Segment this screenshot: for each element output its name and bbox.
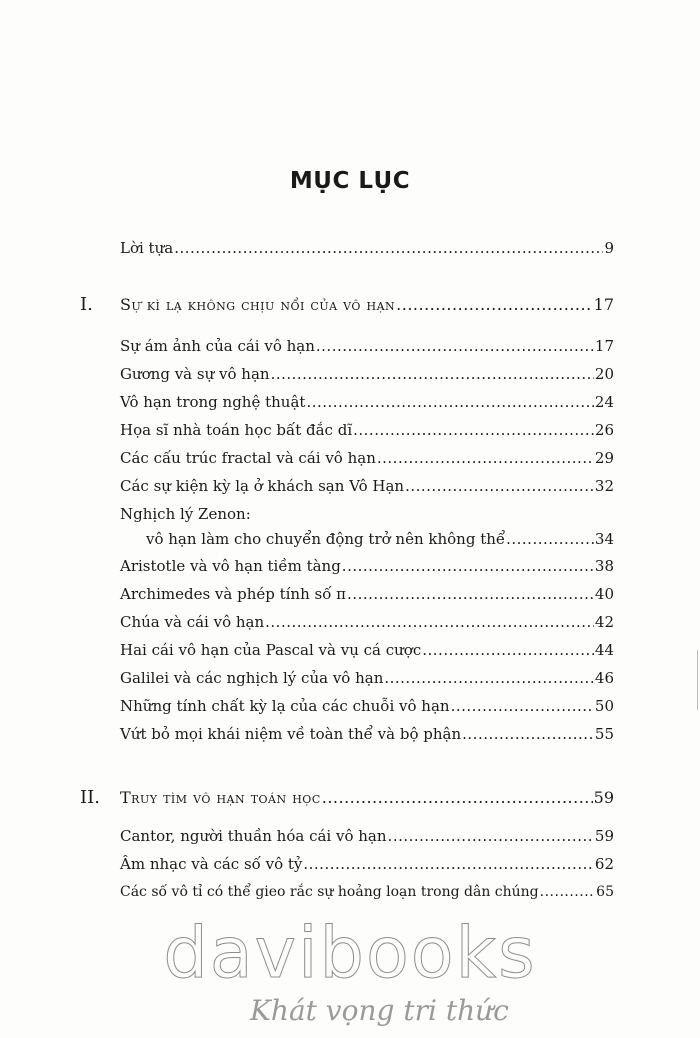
- toc-entry-label: Archimedes và phép tính số π: [120, 585, 347, 603]
- toc-entry-preface: [120, 238, 614, 258]
- toc-entry-page: 55: [594, 725, 614, 743]
- toc-entry-page: 17: [594, 337, 614, 355]
- dot-leader: [506, 529, 594, 549]
- toc-entry-label: Vô hạn trong nghệ thuật: [120, 393, 306, 411]
- toc-entry-page: 50: [594, 697, 614, 715]
- dot-leader: [396, 295, 592, 315]
- toc-entry-label: Các số vô tỉ có thể gieo rắc sự hoảng loạn trong dân chúng: [120, 884, 539, 900]
- dot-leader: [540, 882, 596, 902]
- toc-entry-page: 42: [594, 613, 614, 631]
- toc-entry: [120, 640, 614, 660]
- watermark-tagline: Khát vọng tri thức: [250, 994, 509, 1027]
- toc-entry-label: Họa sĩ nhà toán học bất đắc dĩ: [120, 421, 353, 439]
- toc-entry-label-line1: Nghịch lý Zenon:: [120, 505, 251, 523]
- chapter-title: Sự kì lạ không chịu nổi của vô hạn: [120, 295, 396, 314]
- toc-entry-page: 59: [594, 827, 614, 845]
- toc-entry: [120, 420, 614, 440]
- toc-entry: [120, 668, 614, 688]
- dot-leader: [384, 668, 594, 688]
- chapter-page: 17: [593, 295, 614, 314]
- dot-leader: [174, 238, 603, 258]
- toc-entry-label: Galilei và các nghịch lý của vô hạn: [120, 669, 384, 687]
- toc-entry-label: Các cấu trúc fractal và cái vô hạn: [120, 449, 376, 467]
- toc-entry-page: 62: [594, 855, 614, 873]
- toc-entry-label: Gương và sự vô hạn: [120, 365, 270, 383]
- toc-entry: [120, 392, 614, 412]
- toc-entry: [120, 724, 614, 744]
- toc-entry: [120, 448, 614, 468]
- toc-entry: [120, 854, 614, 874]
- dot-leader: [271, 364, 594, 384]
- chapter-1-numeral: I.: [80, 294, 93, 315]
- toc-entry-label: Các sự kiện kỳ lạ ở khách sạn Vô Hạn: [120, 477, 405, 495]
- dot-leader: [342, 556, 594, 576]
- toc-entry-page: 26: [594, 421, 614, 439]
- toc-entry-page: 34: [594, 530, 614, 548]
- dot-leader: [405, 476, 594, 496]
- chapter-page: 59: [593, 788, 614, 807]
- toc-entry-page: 29: [594, 449, 614, 467]
- dot-leader: [462, 724, 594, 744]
- dot-leader: [377, 448, 594, 468]
- toc-entry-label: Sự ám ảnh của cái vô hạn: [120, 337, 315, 355]
- dot-leader: [451, 696, 594, 716]
- toc-entry-label: Lời tựa: [120, 239, 174, 257]
- toc-entry-page: 46: [594, 669, 614, 687]
- dot-leader: [306, 392, 593, 412]
- toc-entry-page: 9: [604, 239, 614, 257]
- toc-entry-page: 44: [594, 641, 614, 659]
- dot-leader: [316, 336, 594, 356]
- toc-entry: [120, 882, 614, 902]
- dot-leader: [322, 788, 593, 808]
- toc-entry: [120, 476, 614, 496]
- page-title: MỤC LỤC: [289, 168, 411, 194]
- toc-entry: [120, 584, 614, 604]
- toc-entry-page: 20: [594, 365, 614, 383]
- toc-entry: [120, 336, 614, 356]
- toc-entry: [120, 556, 614, 576]
- toc-entry-label: Hai cái vô hạn của Pascal và vụ cá cược: [120, 641, 422, 659]
- toc-entry-label: Những tính chất kỳ lạ của các chuỗi vô hạn: [120, 697, 450, 715]
- chapter-2-heading: [120, 788, 614, 808]
- toc-entry-page: 38: [594, 557, 614, 575]
- toc-entry-label: Aristotle và vô hạn tiềm tàng: [120, 557, 341, 575]
- toc-entry-label: Vứt bỏ mọi khái niệm về toàn thể và bộ phận: [120, 725, 462, 743]
- toc-entry: [120, 696, 614, 716]
- toc-entry-label: Âm nhạc và các số vô tỷ: [120, 855, 303, 873]
- dot-leader: [422, 640, 594, 660]
- toc-entry-label: vô hạn làm cho chuyển động trở nên không thể: [146, 530, 506, 548]
- toc-entry: [120, 826, 614, 846]
- dot-leader: [347, 584, 594, 604]
- dot-leader: [353, 420, 594, 440]
- toc-entry-page: 24: [594, 393, 614, 411]
- watermark-logo: davibooks: [163, 912, 537, 994]
- toc-entry: [146, 529, 614, 549]
- toc-entry-page: 40: [594, 585, 614, 603]
- toc-entry-page: 65: [596, 884, 614, 900]
- chapter-title: Truy tìm vô hạn toán học: [120, 788, 321, 807]
- dot-leader: [388, 826, 594, 846]
- toc-entry: [120, 364, 614, 384]
- dot-leader: [265, 612, 594, 632]
- toc-entry: [120, 612, 614, 632]
- chapter-2-numeral: II.: [80, 787, 100, 808]
- toc-entry-label: Chúa và cái vô hạn: [120, 613, 265, 631]
- chapter-1-heading: [120, 295, 614, 315]
- page-edge-mark: [697, 650, 698, 710]
- toc-entry-page: 32: [594, 477, 614, 495]
- toc-entry-label: Cantor, người thuần hóa cái vô hạn: [120, 827, 387, 845]
- dot-leader: [303, 854, 594, 874]
